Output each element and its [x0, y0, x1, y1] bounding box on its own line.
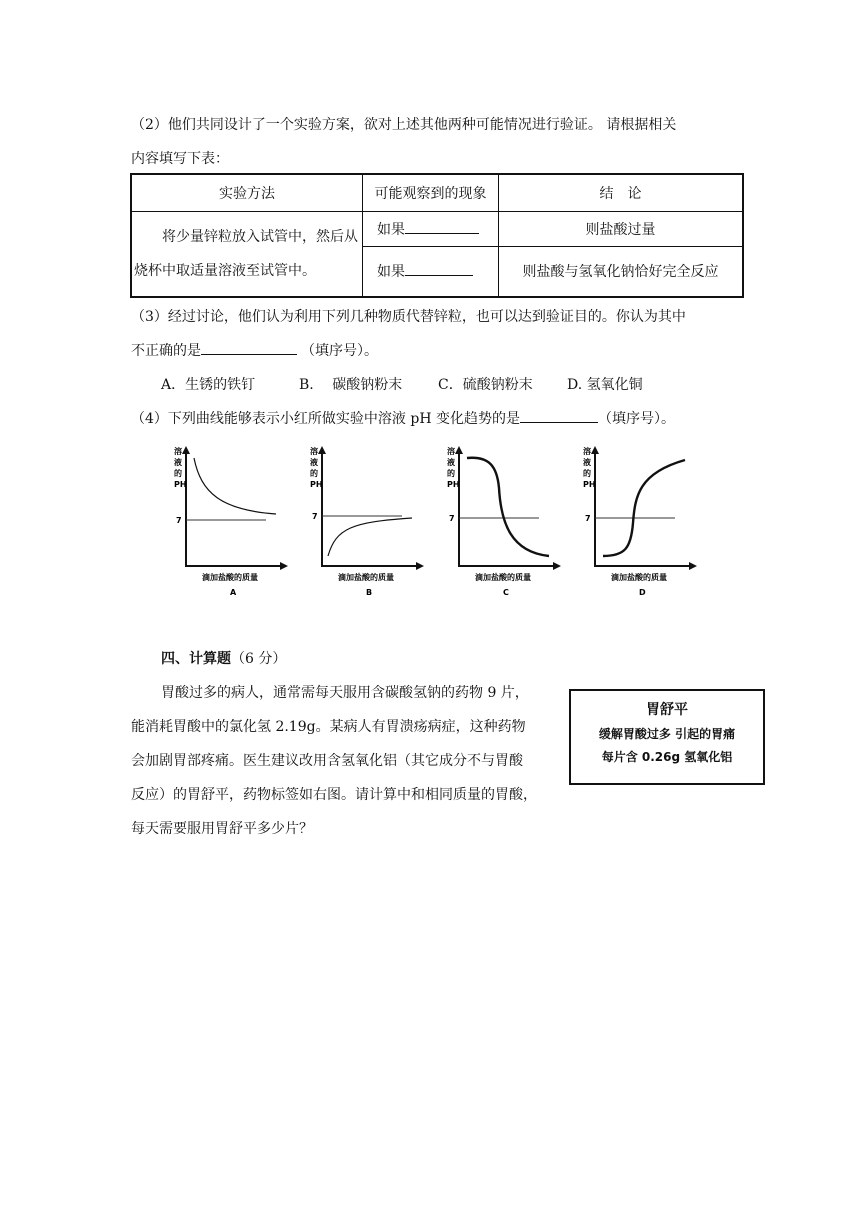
q3-option-c: C．硫酸钠粉末 [438, 377, 533, 393]
q3-prefix: 不正确的是 [131, 343, 201, 359]
ph-7-label: 7 [585, 514, 591, 523]
ph-7-label: 7 [312, 512, 318, 521]
observation-prefix: 如果 [377, 264, 405, 281]
x-axis-arrow [416, 562, 424, 570]
method-cell [131, 212, 363, 297]
y-axis-label-char: 的 [174, 469, 182, 478]
observation-prefix: 如果 [377, 222, 405, 238]
x-axis-label: 滴加盐酸的质量 [202, 573, 258, 582]
x-axis-arrow [280, 562, 288, 570]
x-axis-arrow [689, 562, 697, 570]
q2-line2: 内容填写下表： [131, 151, 229, 167]
y-axis-label-char: 的 [447, 469, 455, 478]
y-axis-label-char: PH [447, 480, 460, 489]
y-axis-label-char: 溶 [310, 447, 318, 456]
medicine-name: 胃舒平 [646, 702, 688, 718]
ph-7-label: 7 [176, 516, 182, 525]
q4-prefix: （4）下列曲线能够表示小红所做实验中溶液 pH 变化趋势的是 [131, 411, 520, 427]
x-axis-label: 滴加盐酸的质量 [338, 573, 394, 582]
header-conclusion: 结 论 [499, 174, 744, 212]
q4-suffix: （填序号）。 [597, 411, 675, 427]
ph-7-label: 7 [449, 514, 455, 523]
y-axis-label-char: 溶 [174, 447, 182, 456]
graph-letter: A [230, 588, 237, 597]
section4-line: 胃酸过多的病人，通常需每天服用含碳酸氢钠的药物 9 片， [161, 685, 529, 701]
q3-option-a: A．生锈的铁钉 [161, 377, 256, 393]
header-method: 实验方法 [131, 174, 363, 212]
observation-cell [363, 247, 499, 297]
section4-line: 每天需要服用胃舒平多少片？ [131, 821, 313, 837]
y-axis-label-char: 液 [583, 458, 591, 467]
y-axis-label-char: PH [310, 480, 323, 489]
section4-heading [161, 648, 286, 668]
y-axis-label-char: 液 [447, 458, 455, 467]
ph-curve [467, 458, 549, 556]
observation-blank[interactable] [405, 261, 473, 276]
q2-line1: （2）他们共同设计了一个实验方案，欲对上述其他两种可能情况进行验证。 请根据相关 [131, 117, 677, 133]
graph-axes [459, 448, 559, 566]
medicine-line1: 缓解胃酸过多 引起的胃痛 [598, 727, 736, 741]
q4-answer-blank[interactable] [520, 408, 598, 423]
y-axis-label-char: 溶 [447, 447, 455, 456]
q3-option-d: D. 氢氧化铜 [567, 377, 643, 393]
q3-line2 [131, 340, 378, 360]
section4-line: 会加剧胃部疼痛。医生建议改用含氢氧化铝（其它成分不与胃酸 [131, 753, 523, 769]
conclusion-cell: 则盐酸过量 [499, 212, 744, 247]
y-axis-arrow [455, 446, 463, 454]
y-axis-label-char: 的 [310, 469, 318, 478]
x-axis-arrow [553, 562, 561, 570]
q3-line1: （3）经过讨论，他们认为利用下列几种物质代替锌粒，也可以达到验证目的。你认为其中 [131, 309, 686, 325]
experiment-table [130, 173, 744, 298]
y-axis-arrow [182, 446, 190, 454]
ph-graph-d [581, 440, 701, 600]
table-row [131, 212, 743, 247]
section4-line: 能消耗胃酸中的氯化氢 2.19g。某病人有胃溃疡病症，这种药物 [131, 719, 526, 735]
x-axis-label: 滴加盐酸的质量 [611, 573, 667, 582]
section4-line: 反应）的胃舒平，药物标签如右图。请计算中和相同质量的胃酸， [131, 787, 537, 803]
q3-option-b: B. 碳酸钠粉末 [299, 377, 403, 393]
y-axis-label-char: 液 [174, 458, 182, 467]
ph-curve [194, 458, 276, 514]
q4-line [131, 408, 675, 428]
table-header-row [131, 174, 743, 212]
observation-cell [363, 212, 499, 247]
section4-points: （6 分） [231, 651, 287, 667]
observation-blank[interactable] [405, 219, 479, 234]
ph-curve [328, 518, 412, 556]
ph-curve [603, 460, 685, 556]
q3-answer-blank[interactable] [201, 340, 297, 355]
y-axis-label-char: 液 [310, 458, 318, 467]
medicine-line2: 每片含 0.26g 氢氧化铝 [601, 750, 733, 764]
y-axis-label-char: 溶 [583, 447, 591, 456]
graph-letter: B [366, 588, 373, 597]
q3-suffix: （填序号）。 [301, 343, 378, 359]
y-axis-label-char: PH [583, 480, 596, 489]
graph-axes [322, 448, 422, 566]
header-observation: 可能观察到的现象 [363, 174, 499, 212]
medicine-label [569, 689, 765, 785]
graph-letter: C [503, 588, 509, 597]
ph-graph-b [308, 440, 428, 600]
graph-axes [595, 448, 695, 566]
y-axis-arrow [591, 446, 599, 454]
x-axis-label: 滴加盐酸的质量 [475, 573, 531, 582]
y-axis-label-char: PH [174, 480, 187, 489]
y-axis-arrow [318, 446, 326, 454]
section4-title: 四、计算题 [161, 651, 231, 667]
graph-letter: D [639, 588, 646, 597]
ph-graph-c [445, 440, 565, 600]
y-axis-label-char: 的 [583, 469, 591, 478]
ph-graph-a [172, 440, 292, 600]
method-text: 将少量锌粒放入试管中，然后从烧杯中取适量溶液至试管中。 [134, 228, 358, 279]
conclusion-cell: 则盐酸与氢氧化钠恰好完全反应 [499, 247, 744, 297]
